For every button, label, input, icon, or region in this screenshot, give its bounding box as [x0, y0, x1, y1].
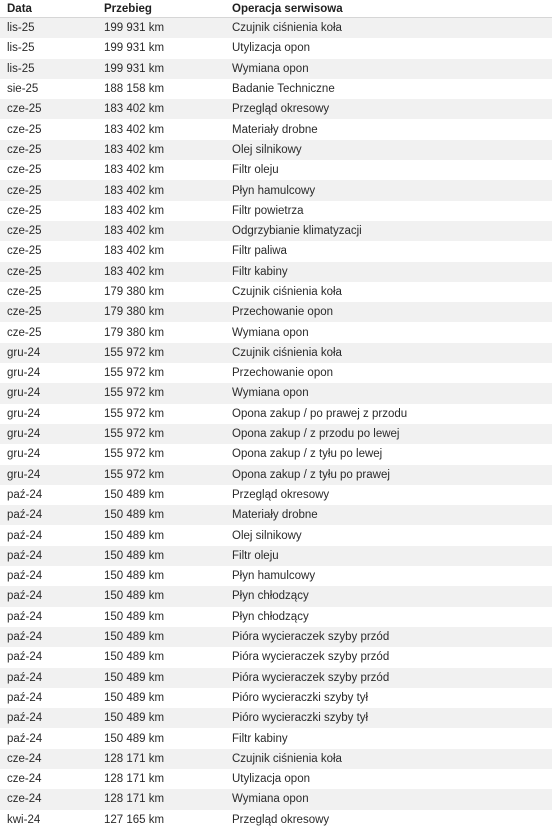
cell-operation: Czujnik ciśnienia koła [225, 343, 552, 363]
cell-date: cze-25 [0, 99, 97, 119]
table-row [0, 465, 552, 485]
table-row [0, 708, 552, 728]
cell-mileage: 183 402 km [97, 140, 225, 160]
table-row [0, 627, 552, 647]
cell-date: gru-24 [0, 343, 97, 363]
table-row [0, 119, 552, 139]
cell-operation: Utylizacja opon [225, 38, 552, 58]
cell-operation: Czujnik ciśnienia koła [225, 282, 552, 302]
cell-date: cze-25 [0, 322, 97, 342]
cell-date: gru-24 [0, 363, 97, 383]
cell-mileage: 127 165 km [97, 810, 225, 830]
table-row [0, 38, 552, 58]
cell-date: cze-25 [0, 241, 97, 261]
cell-operation: Pióra wycieraczek szyby przód [225, 627, 552, 647]
cell-date: paź-24 [0, 586, 97, 606]
cell-mileage: 179 380 km [97, 302, 225, 322]
cell-operation: Opona zakup / po prawej z przodu [225, 404, 552, 424]
cell-operation: Filtr kabiny [225, 728, 552, 748]
cell-date: kwi-24 [0, 810, 97, 830]
cell-operation: Olej silnikowy [225, 140, 552, 160]
cell-operation: Pióra wycieraczek szyby przód [225, 647, 552, 667]
cell-date: gru-24 [0, 404, 97, 424]
cell-operation: Wymiana opon [225, 383, 552, 403]
cell-date: paź-24 [0, 505, 97, 525]
cell-mileage: 150 489 km [97, 627, 225, 647]
cell-mileage: 150 489 km [97, 566, 225, 586]
table-row [0, 586, 552, 606]
cell-date: cze-25 [0, 201, 97, 221]
table-row [0, 282, 552, 302]
cell-mileage: 150 489 km [97, 688, 225, 708]
cell-date: paź-24 [0, 668, 97, 688]
cell-operation: Czujnik ciśnienia koła [225, 18, 552, 39]
table-row [0, 99, 552, 119]
cell-date: cze-25 [0, 282, 97, 302]
cell-date: cze-25 [0, 180, 97, 200]
cell-operation: Płyn chłodzący [225, 607, 552, 627]
cell-date: lis-25 [0, 59, 97, 79]
cell-operation: Przechowanie opon [225, 363, 552, 383]
cell-operation: Przegląd okresowy [225, 485, 552, 505]
cell-operation: Filtr oleju [225, 160, 552, 180]
table-row [0, 728, 552, 748]
table-header [0, 0, 552, 18]
cell-operation: Filtr powietrza [225, 201, 552, 221]
table-row [0, 688, 552, 708]
table-row [0, 525, 552, 545]
cell-mileage: 199 931 km [97, 18, 225, 39]
cell-date: paź-24 [0, 546, 97, 566]
cell-date: sie-25 [0, 79, 97, 99]
cell-operation: Pióra wycieraczek szyby przód [225, 668, 552, 688]
cell-date: paź-24 [0, 607, 97, 627]
cell-mileage: 183 402 km [97, 160, 225, 180]
cell-date: cze-24 [0, 749, 97, 769]
cell-mileage: 183 402 km [97, 221, 225, 241]
cell-mileage: 183 402 km [97, 180, 225, 200]
cell-operation: Filtr paliwa [225, 241, 552, 261]
table-row [0, 607, 552, 627]
cell-mileage: 183 402 km [97, 99, 225, 119]
cell-operation: Filtr oleju [225, 546, 552, 566]
table-row [0, 647, 552, 667]
cell-date: cze-25 [0, 119, 97, 139]
table-row [0, 59, 552, 79]
cell-date: gru-24 [0, 444, 97, 464]
cell-date: gru-24 [0, 383, 97, 403]
cell-date: cze-25 [0, 262, 97, 282]
cell-mileage: 155 972 km [97, 444, 225, 464]
cell-operation: Wymiana opon [225, 322, 552, 342]
table-row [0, 383, 552, 403]
cell-mileage: 199 931 km [97, 59, 225, 79]
header-row [0, 0, 552, 18]
table-row [0, 140, 552, 160]
cell-date: cze-25 [0, 302, 97, 322]
cell-mileage: 183 402 km [97, 119, 225, 139]
table-row [0, 749, 552, 769]
cell-operation: Badanie Techniczne [225, 79, 552, 99]
table-row [0, 810, 552, 830]
cell-date: paź-24 [0, 627, 97, 647]
table-row [0, 668, 552, 688]
table-row [0, 343, 552, 363]
table-row [0, 485, 552, 505]
cell-operation: Wymiana opon [225, 59, 552, 79]
cell-mileage: 155 972 km [97, 465, 225, 485]
table-row [0, 201, 552, 221]
table-row [0, 180, 552, 200]
cell-date: paź-24 [0, 485, 97, 505]
table-row [0, 262, 552, 282]
cell-operation: Olej silnikowy [225, 525, 552, 545]
table-row [0, 404, 552, 424]
table-row [0, 221, 552, 241]
cell-date: cze-25 [0, 160, 97, 180]
cell-date: cze-24 [0, 789, 97, 809]
cell-mileage: 183 402 km [97, 241, 225, 261]
cell-mileage: 150 489 km [97, 525, 225, 545]
cell-mileage: 179 380 km [97, 322, 225, 342]
cell-operation: Czujnik ciśnienia koła [225, 749, 552, 769]
table-row [0, 546, 552, 566]
table-row [0, 444, 552, 464]
cell-mileage: 150 489 km [97, 546, 225, 566]
cell-mileage: 150 489 km [97, 485, 225, 505]
cell-operation: Pióro wycieraczki szyby tył [225, 708, 552, 728]
cell-mileage: 155 972 km [97, 363, 225, 383]
cell-mileage: 155 972 km [97, 383, 225, 403]
cell-date: cze-25 [0, 140, 97, 160]
cell-operation: Wymiana opon [225, 789, 552, 809]
cell-mileage: 128 171 km [97, 749, 225, 769]
table-row [0, 18, 552, 39]
cell-mileage: 128 171 km [97, 789, 225, 809]
cell-date: paź-24 [0, 647, 97, 667]
table-row [0, 424, 552, 444]
cell-mileage: 150 489 km [97, 505, 225, 525]
table-row [0, 302, 552, 322]
column-header-mileage: Przebieg [97, 0, 225, 18]
cell-date: paź-24 [0, 728, 97, 748]
cell-operation: Płyn hamulcowy [225, 566, 552, 586]
cell-mileage: 150 489 km [97, 647, 225, 667]
cell-mileage: 155 972 km [97, 424, 225, 444]
cell-operation: Opona zakup / z przodu po lewej [225, 424, 552, 444]
cell-operation: Odgrzybianie klimatyzacji [225, 221, 552, 241]
column-header-operation: Operacja serwisowa [225, 0, 552, 18]
table-row [0, 241, 552, 261]
table-row [0, 79, 552, 99]
cell-date: lis-25 [0, 38, 97, 58]
cell-mileage: 128 171 km [97, 769, 225, 789]
cell-operation: Opona zakup / z tyłu po prawej [225, 465, 552, 485]
cell-date: lis-25 [0, 18, 97, 39]
cell-operation: Materiały drobne [225, 119, 552, 139]
column-header-date: Data [0, 0, 97, 18]
cell-mileage: 150 489 km [97, 607, 225, 627]
cell-operation: Filtr kabiny [225, 262, 552, 282]
cell-operation: Płyn chłodzący [225, 586, 552, 606]
cell-date: paź-24 [0, 566, 97, 586]
cell-operation: Pióro wycieraczki szyby tył [225, 688, 552, 708]
cell-operation: Przechowanie opon [225, 302, 552, 322]
table-row [0, 505, 552, 525]
cell-date: paź-24 [0, 525, 97, 545]
cell-mileage: 179 380 km [97, 282, 225, 302]
cell-operation: Płyn hamulcowy [225, 180, 552, 200]
cell-date: paź-24 [0, 688, 97, 708]
cell-mileage: 183 402 km [97, 201, 225, 221]
cell-mileage: 150 489 km [97, 728, 225, 748]
table-body [0, 18, 552, 830]
cell-mileage: 150 489 km [97, 586, 225, 606]
cell-mileage: 150 489 km [97, 668, 225, 688]
cell-date: cze-25 [0, 221, 97, 241]
cell-operation: Materiały drobne [225, 505, 552, 525]
cell-date: gru-24 [0, 424, 97, 444]
table-row [0, 363, 552, 383]
cell-date: gru-24 [0, 465, 97, 485]
cell-operation: Opona zakup / z tyłu po lewej [225, 444, 552, 464]
cell-mileage: 183 402 km [97, 262, 225, 282]
cell-operation: Przegląd okresowy [225, 810, 552, 830]
cell-date: paź-24 [0, 708, 97, 728]
cell-mileage: 199 931 km [97, 38, 225, 58]
cell-mileage: 188 158 km [97, 79, 225, 99]
cell-mileage: 155 972 km [97, 343, 225, 363]
table-row [0, 769, 552, 789]
cell-operation: Utylizacja opon [225, 769, 552, 789]
table-row [0, 789, 552, 809]
cell-mileage: 155 972 km [97, 404, 225, 424]
table-row [0, 160, 552, 180]
cell-operation: Przegląd okresowy [225, 99, 552, 119]
cell-mileage: 150 489 km [97, 708, 225, 728]
cell-date: cze-24 [0, 769, 97, 789]
table-row [0, 322, 552, 342]
table-row [0, 566, 552, 586]
